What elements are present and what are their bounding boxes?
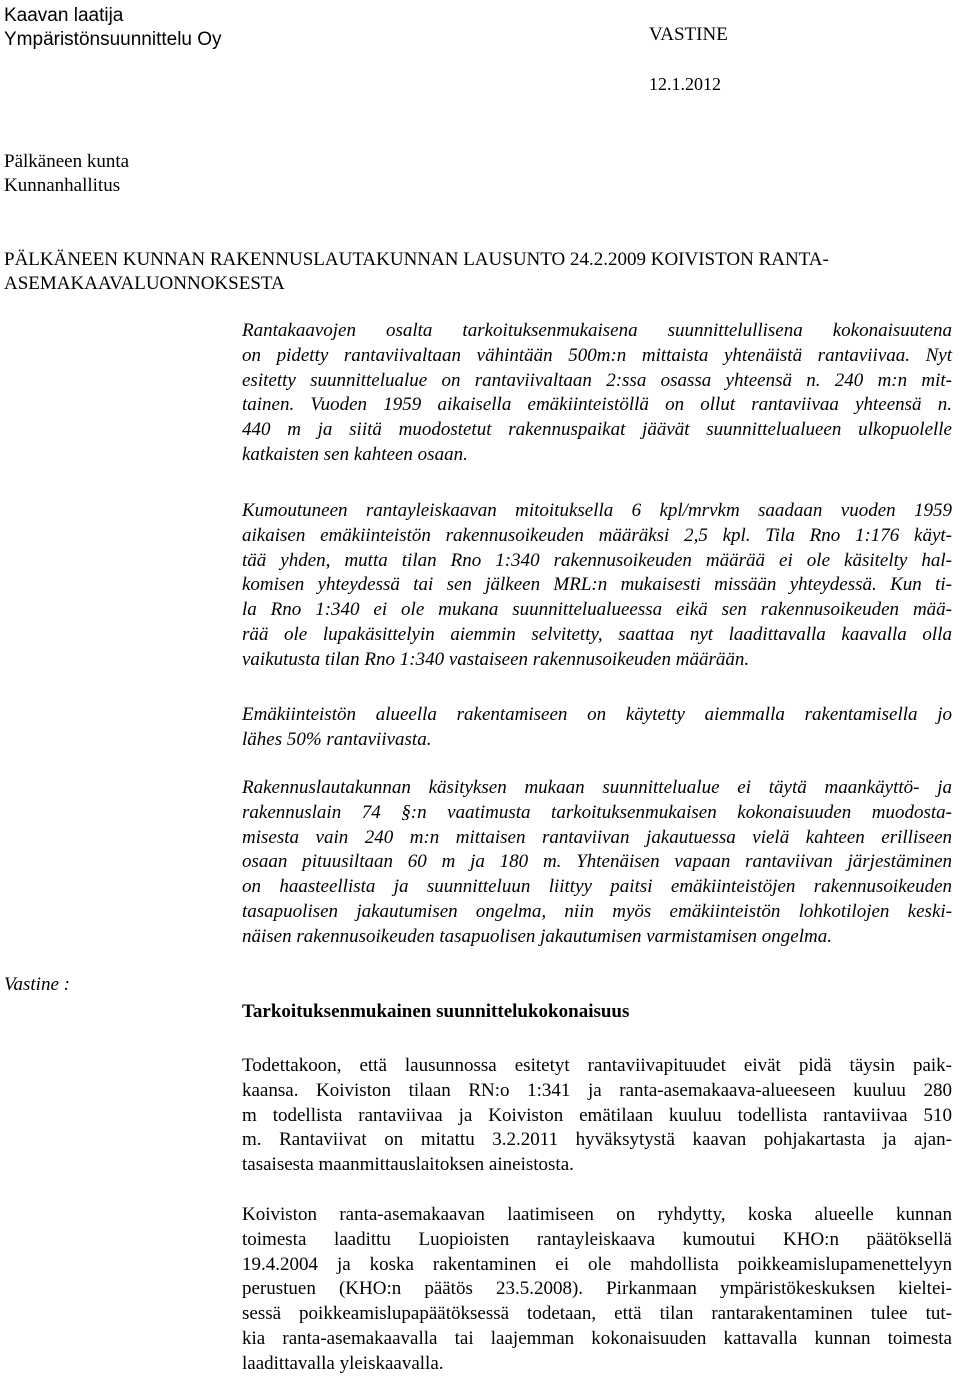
text-line: rakennuslain 74 §:n vaatimusta tarkoituksenmukaisen kokonaisuuden muodosta-: [242, 801, 952, 823]
text-line: 19.4.2004 ja koska rakentaminen ei ole mahdollista poikkeamislupamenettelyyn: [242, 1253, 952, 1275]
document-type: VASTINE: [649, 24, 728, 45]
text-line: tasapuolisen jakautumisen ongelma, niin myös emäkiinteistön lohkotilojen keski-: [242, 900, 952, 922]
text-line: la Rno 1:340 ei ole mukana suunnittelualueessa eikä sen rakennusoikeuden mää-: [242, 599, 952, 621]
text-line: kaansa. Koiviston tilaan RN:o 1:341 ja ranta-asemakaava-alueeseen kuuluu 280: [242, 1079, 952, 1101]
statement-paragraph: [242, 776, 952, 950]
sender-line: Kaavan laatija: [4, 5, 124, 26]
text-line: m. Rantaviivat on mitattu 3.2.2011 hyväksytystä kaavan pohjakartasta ja ajan-: [242, 1129, 952, 1151]
statement-paragraph: [242, 319, 952, 468]
response-heading: Tarkoituksenmukainen suunnittelukokonaisuus: [242, 1001, 630, 1022]
text-line: Koiviston ranta-asemakaavan laatimiseen on ryhdytty, koska alueelle kunnan: [242, 1204, 952, 1225]
text-line: aikaisen emäkiinteistön rakennusoikeuden määräksi 2,5 kpl. Tila Rno 1:176 käyt-: [242, 524, 952, 546]
document-date: 12.1.2012: [649, 74, 721, 94]
text-line: m todellista rantaviivaa ja Koiviston emätilaan kuuluu todellista rantaviivaa 510: [242, 1104, 952, 1126]
text-line: on pidetty rantaviivaltaan vähintään 500m:n mittaista yhtenäistä rantaviivaa. Nyt: [242, 344, 952, 366]
text-line: tasaisesta maanmittauslaitoksen aineistosta.: [242, 1154, 574, 1176]
text-line: misesta vain 240 m:n mittaisen rantaviivan jakautuessa vielä kahteen erilliseen: [242, 826, 952, 848]
response-paragraph: [242, 1203, 952, 1377]
text-line: laadittavalla yleiskaavalla.: [242, 1352, 444, 1374]
text-line: Todettakoon, että lausunnossa esitetyt rantaviivapituudet eivät pidä täysin paik-: [242, 1055, 952, 1076]
text-line: kia ranta-asemakaavalla tai laajemman kokonaisuuden kattavalla kunnan toimesta: [242, 1327, 952, 1349]
text-line: katkaisten sen kahteen osaan.: [242, 443, 468, 465]
text-line: perustuen (KHO:n päätös 23.5.2008). Pirkanmaan ympäristökeskuksen kieltei-: [242, 1278, 952, 1300]
text-line: toimesta laadittu Luopioisten rantayleiskaava kumoutui KHO:n päätöksellä: [242, 1228, 952, 1250]
response-label: Vastine :: [4, 974, 70, 995]
recipient-block: [4, 150, 129, 198]
text-line: komisen yhteydessä tai sen jälkeen MRL:n mukaisesti missään yhteydessä. Kun ti-: [242, 574, 952, 596]
document-subject: [4, 248, 954, 296]
text-line: näisen rakennusoikeuden tasapuolisen jakautumisen varmistamisen ongelma.: [242, 925, 832, 947]
subject-line: PÄLKÄNEEN KUNNAN RAKENNUSLAUTAKUNNAN LAUSUNTO 24.2.2009 KOIVISTON RANTA-: [4, 249, 829, 270]
subject-line: ASEMAKAAVALUONNOKSESTA: [4, 273, 285, 294]
response-paragraph: [242, 1054, 952, 1178]
text-line: Rakennuslautakunnan käsityksen mukaan suunnittelualue ei täytä maankäyttö- ja: [242, 777, 952, 798]
text-line: osaan pituusiltaan 60 m ja 180 m. Yhtenäisen vapaan rantaviivan järjestäminen: [242, 851, 952, 873]
text-line: tainen. Vuoden 1959 aikaisella emäkiinteistöllä on ollut rantaviivaa yhteensä n.: [242, 394, 952, 416]
text-line: sessä poikkeamislupapäätöksessä todetaan, että tilan rantarakentaminen tulee tut-: [242, 1303, 952, 1325]
text-line: lähes 50% rantaviivasta.: [242, 728, 432, 750]
text-line: on haasteellista ja suunnitteluun liittyy paitsi emäkiinteistöjen rakennusoikeuden: [242, 876, 952, 898]
statement-paragraph: [242, 499, 952, 673]
text-line: rää ole lupakäsittelyin aiemmin selvitetty, saattaa nyt laadittavalla kaavalla olla: [242, 623, 952, 645]
sender-block: [4, 4, 222, 52]
text-line: 440 m ja siitä muodostetut rakennuspaikat jäävät suunnittelualueen ulkopuolelle: [242, 419, 952, 441]
text-line: vaikutusta tilan Rno 1:340 vastaiseen rakennusoikeuden määrään.: [242, 648, 750, 670]
text-line: Emäkiinteistön alueella rakentamiseen on käytetty aiemmalla rakentamisella jo: [242, 704, 952, 725]
recipient-line: Pälkäneen kunta: [4, 151, 130, 172]
sender-line: Ympäristönsuunnittelu Oy: [4, 29, 222, 50]
text-line: Kumoutuneen rantayleiskaavan mitoituksella 6 kpl/mrvkm saadaan vuoden 1959: [242, 500, 952, 521]
text-line: esitetty suunnittelualue on rantaviivaltaan 2:ssa osassa yhteensä n. 240 m:n mit-: [242, 369, 952, 391]
statement-paragraph: [242, 703, 952, 753]
recipient-line: Kunnanhallitus: [4, 175, 121, 196]
text-line: tää yhden, mutta tilan Rno 1:340 rakennusoikeuden määrää ei ole käsitelty hal-: [242, 549, 952, 571]
text-line: Rantakaavojen osalta tarkoituksenmukaisena suunnittelullisena kokonaisuutena: [242, 320, 952, 341]
